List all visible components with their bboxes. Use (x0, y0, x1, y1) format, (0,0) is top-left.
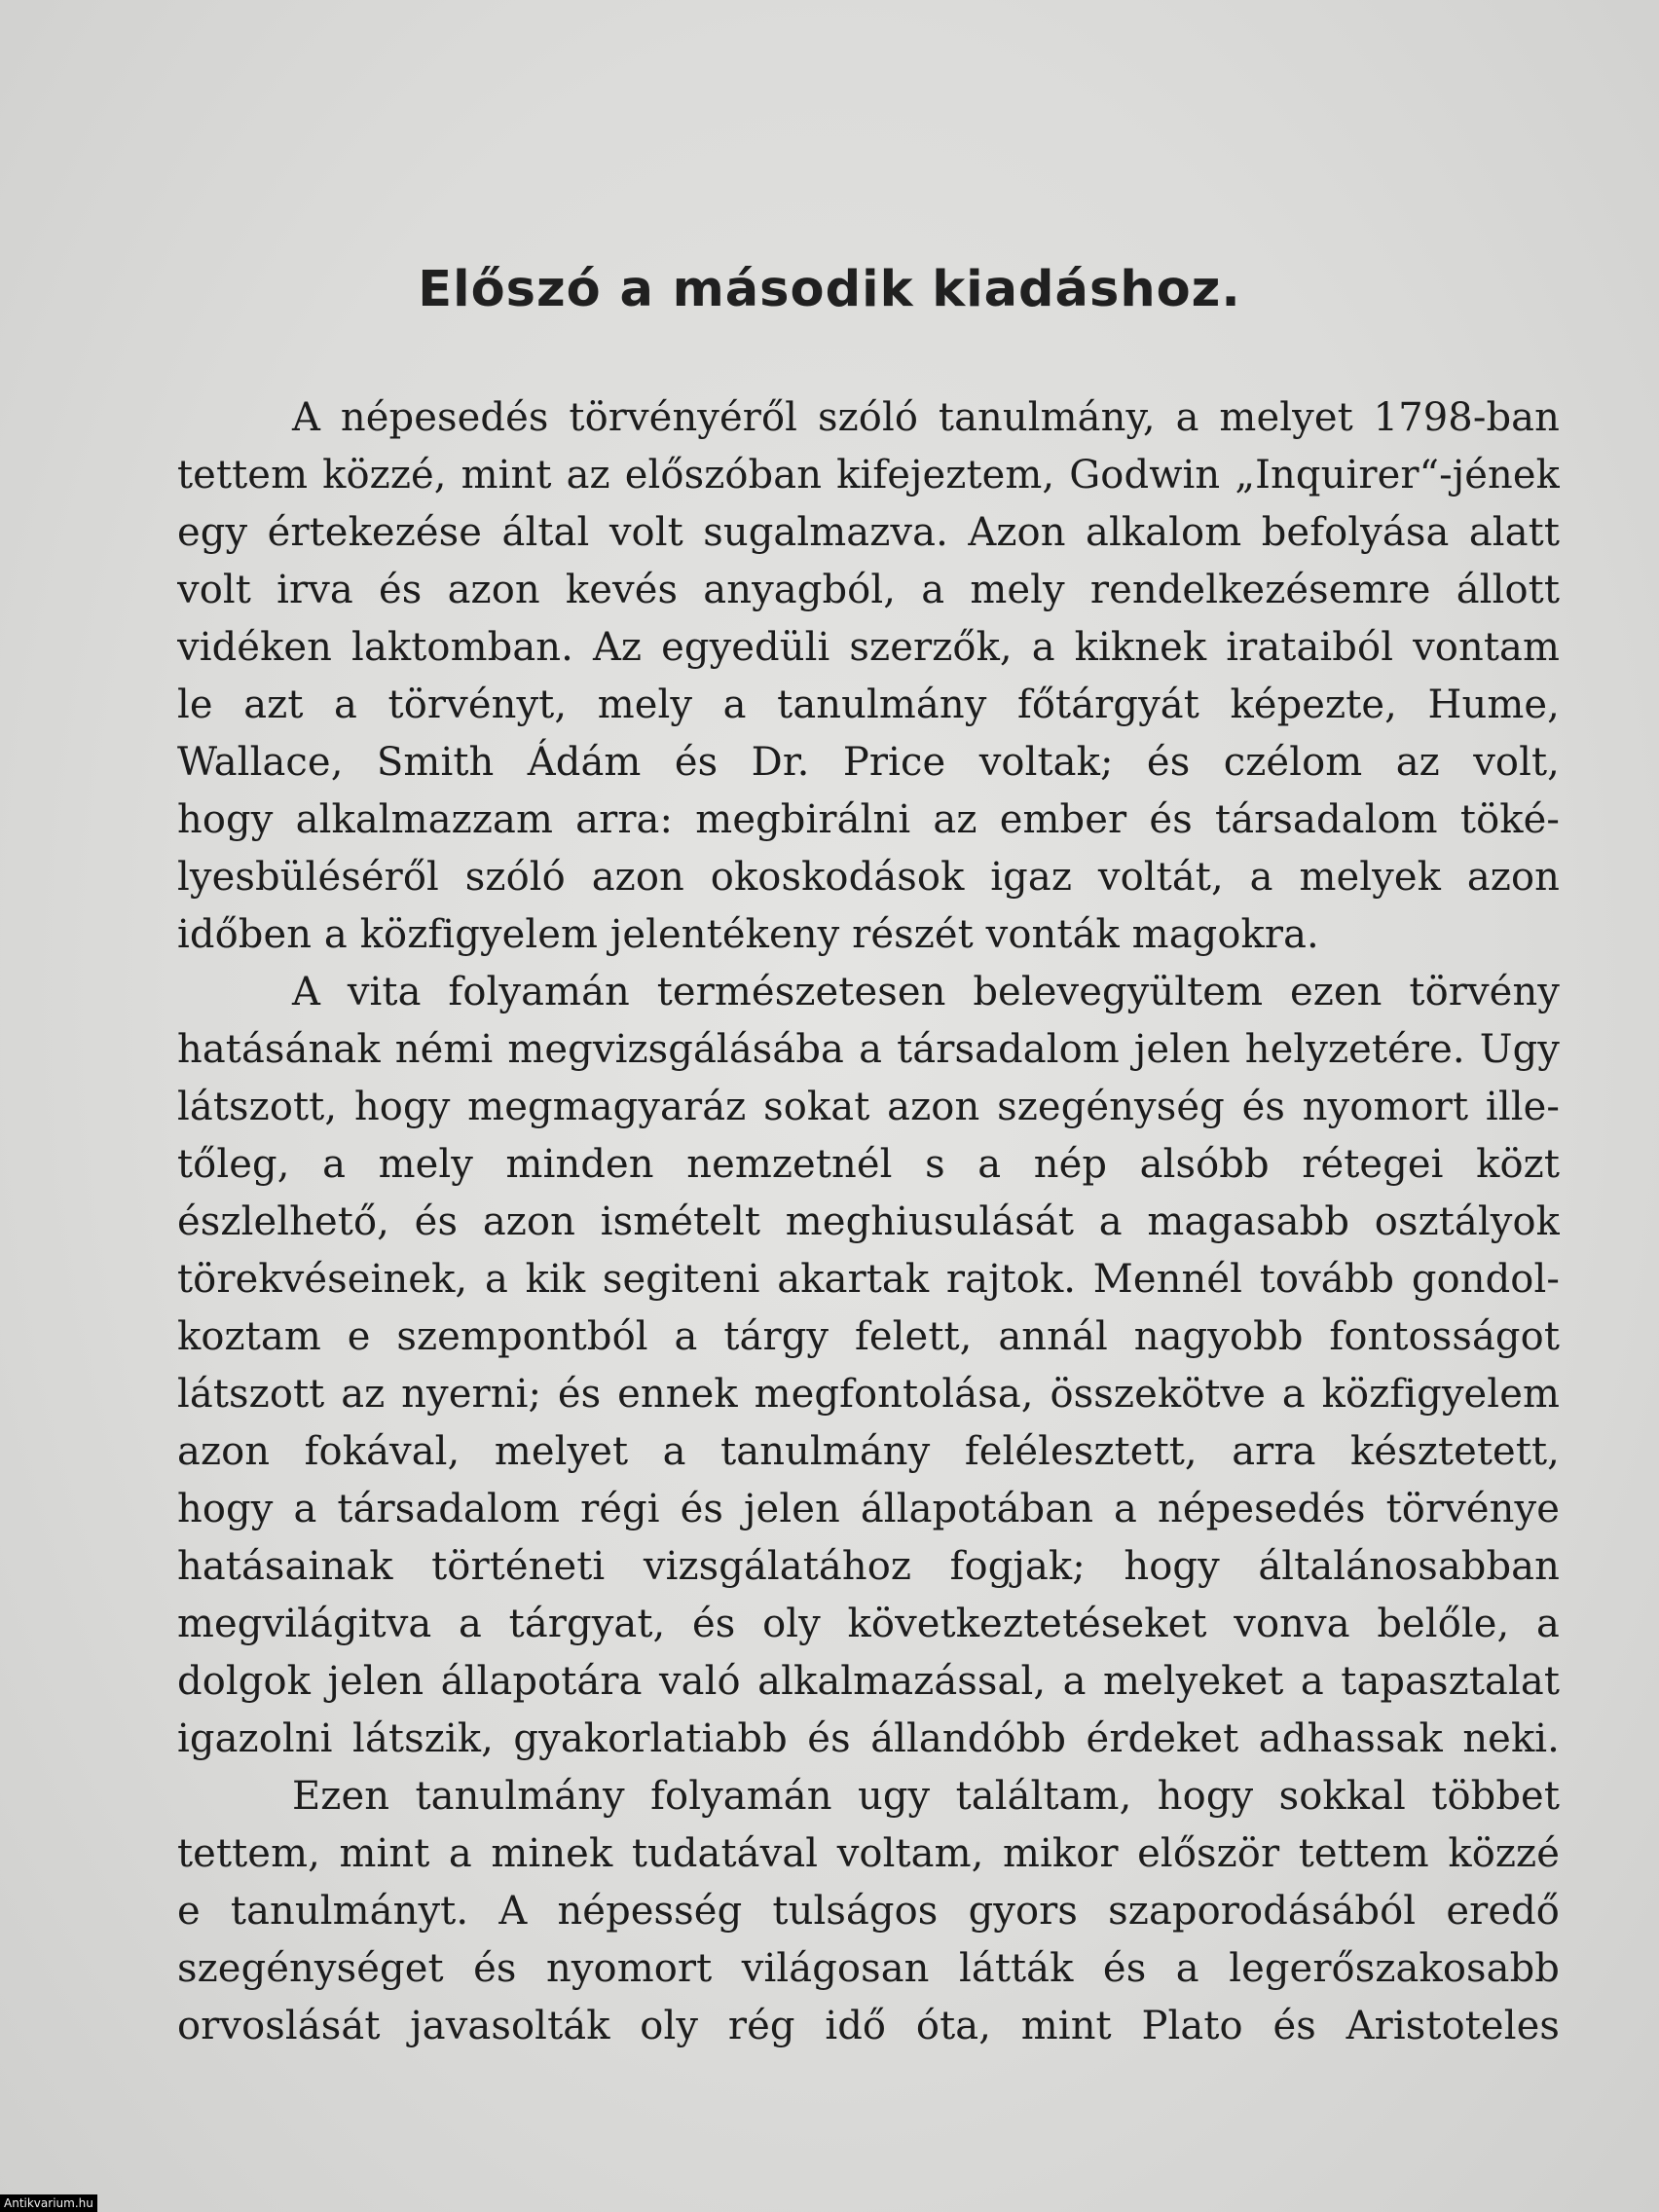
page-title: Előszó a második kiadáshoz. (418, 261, 1241, 318)
text-line: A népesedés törvényéről szóló tanulmány, a melyet 1798-ban (292, 395, 1560, 440)
watermark: Antikvarium.hu (0, 2194, 97, 2212)
text-line: hogy alkalmazzam arra: megbirálni az ember és társadalom töké- (177, 797, 1560, 842)
text-line: tettem, mint a minek tudatával voltam, mikor először tettem közzé (177, 1831, 1560, 1876)
text-line: e tanulmányt. A népesség tulságos gyors szaporodásából eredő (177, 1889, 1560, 1934)
text-line: észlelhető, és azon ismételt meghiusulását a magasabb osztályok (177, 1199, 1560, 1244)
text-line: tettem közzé, mint az előszóban kifejeztem, Godwin „Inquirer“-jének (177, 453, 1560, 498)
text-line: Ezen tanulmány folyamán ugy találtam, hogy sokkal többet (292, 1774, 1560, 1819)
text-line: látszott, hogy megmagyaráz sokat azon szegénység és nyomort ille- (177, 1085, 1560, 1129)
text-line: volt irva és azon kevés anyagból, a mely rendelkezésemre állott (177, 568, 1560, 612)
text-line: le azt a törvényt, mely a tanulmány főtárgyát képezte, Hume, (177, 682, 1560, 727)
text-line: megvilágitva a tárgyat, és oly következtetéseket vonva belőle, a (177, 1602, 1560, 1646)
text-line: A vita folyamán természetesen belevegyültem ezen törvény (292, 970, 1560, 1014)
text-line: egy értekezése által volt sugalmazva. Azon alkalom befolyása alatt (177, 510, 1560, 555)
text-line: orvoslását javasolták oly rég idő óta, mint Plato és Aristoteles (177, 2004, 1560, 2048)
text-line: szegénységet és nyomort világosan látták és a legerőszakosabb (177, 1946, 1560, 1991)
text-line: lyesbüléséről szóló azon okoskodások igaz voltát, a melyek azon (177, 855, 1560, 900)
text-line: hatásainak történeti vizsgálatához fogjak; hogy általánosabban (177, 1544, 1560, 1589)
text-line: időben a közfigyelem jelentékeny részét vonták magokra. (177, 912, 1319, 957)
text-line: igazolni látszik, gyakorlatiabb és állandóbb érdeket adhassak neki. (177, 1716, 1560, 1761)
text-line: tőleg, a mely minden nemzetnél s a nép alsóbb rétegei közt (177, 1142, 1560, 1187)
body-text (177, 389, 1560, 2055)
text-line: Wallace, Smith Ádám és Dr. Price voltak; és czélom az volt, (177, 740, 1560, 785)
text-line: dolgok jelen állapotára való alkalmazással, a melyeket a tapasztalat (177, 1659, 1560, 1704)
text-line: azon fokával, melyet a tanulmány felélesztett, arra késztetett, (177, 1429, 1560, 1474)
text-line: vidéken laktomban. Az egyedüli szerzők, a kiknek irataiból vontam (177, 625, 1560, 670)
text-line: hogy a társadalom régi és jelen állapotában a népesedés törvénye (177, 1487, 1560, 1531)
text-line: koztam e szempontból a tárgy felett, annál nagyobb fontosságot (177, 1314, 1560, 1359)
text-line: látszott az nyerni; és ennek megfontolása, összekötve a közfigyelem (177, 1372, 1560, 1417)
text-line: hatásának némi megvizsgálásába a társadalom jelen helyzetére. Ugy (177, 1027, 1560, 1072)
text-line: törekvéseinek, a kik segiteni akartak rajtok. Mennél tovább gondol- (177, 1257, 1560, 1302)
